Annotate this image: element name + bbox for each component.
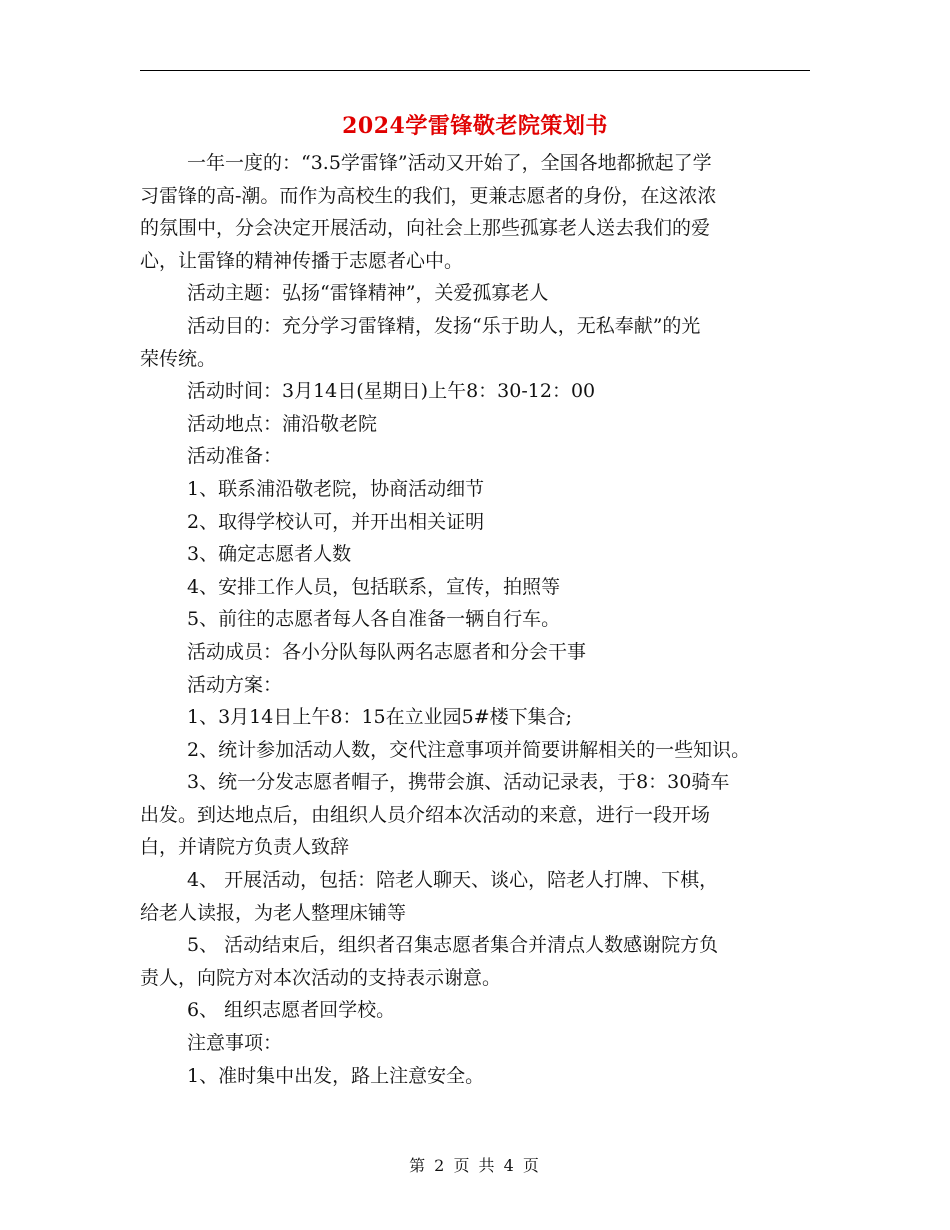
paragraph [140, 701, 812, 734]
text-line: 2、统计参加活动人数，交代注意事项并简要讲解相关的一些知识。 [187, 738, 751, 761]
paragraph [140, 277, 812, 310]
paragraph [140, 538, 812, 571]
text-line: 4、安排工作人员，包括联系，宣传，拍照等 [187, 575, 561, 598]
paragraph [140, 473, 812, 506]
paragraph [140, 1060, 812, 1093]
paragraph [140, 310, 812, 375]
text-line: 4、 开展活动，包括：陪老人聊天、谈心，陪老人打牌、下棋， [187, 869, 719, 892]
paragraph [140, 408, 812, 441]
text-line: 1、准时集中出发，路上注意安全。 [187, 1064, 485, 1087]
text-line: 活动目的：充分学习雷锋精，发扬“乐于助人，无私奉献”的光 [187, 314, 701, 337]
paragraph [140, 669, 812, 702]
page-number: 第 2 页 共 4 页 [409, 1156, 541, 1175]
text-line: 活动时间：3月14日(星期日)上午8：30-12：00 [187, 380, 596, 403]
text-line: 5、前往的志愿者每人各自准备一辆自行车。 [187, 608, 561, 631]
text-line: 习雷锋的高-潮。而作为高校生的我们，更兼志愿者的身份，在这浓浓 [140, 184, 717, 207]
paragraph [140, 994, 812, 1027]
text-line: 活动准备： [187, 445, 283, 468]
text-line: 荣传统。 [140, 347, 217, 370]
text-line: 一年一度的：“3.5学雷锋”活动又开始了，全国各地都掀起了学 [187, 152, 712, 174]
paragraph [140, 506, 812, 539]
text-line: 责人，向院方对本次活动的支持表示谢意。 [140, 966, 502, 989]
paragraph [140, 603, 812, 636]
paragraph [140, 440, 812, 473]
document-body [140, 147, 812, 1092]
text-line: 1、3月14日上午8：15在立业园5#楼下集合; [187, 706, 573, 729]
text-line: 2、取得学校认可，并开出相关证明 [187, 510, 485, 533]
text-line: 1、联系浦沿敬老院，协商活动细节 [187, 477, 485, 500]
paragraph [140, 864, 812, 929]
paragraph [140, 766, 812, 864]
text-line: 3、确定志愿者人数 [187, 543, 352, 566]
document-title: 2024学雷锋敬老院策划书 [342, 113, 608, 139]
text-line: 6、 组织志愿者回学校。 [187, 999, 396, 1022]
text-line: 活动方案： [187, 673, 283, 696]
paragraph [140, 147, 812, 277]
paragraph [140, 1027, 812, 1060]
text-line: 的氛围中，分会决定开展活动，向社会上那些孤寡老人送去我们的爱 [140, 217, 711, 240]
paragraph [140, 929, 812, 994]
header-rule [140, 70, 810, 71]
paragraph [140, 636, 812, 669]
text-line: 注意事项： [187, 1032, 283, 1055]
paragraph [140, 571, 812, 604]
text-line: 3、统一分发志愿者帽子，携带会旗、活动记录表，于8：30骑车 [187, 771, 730, 794]
text-line: 给老人读报，为老人整理床铺等 [140, 901, 407, 924]
text-line: 活动地点：浦沿敬老院 [187, 412, 378, 435]
text-line: 出发。到达地点后，由组织人员介绍本次活动的来意，进行一段开场 [140, 803, 711, 826]
text-line: 5、 活动结束后，组织者召集志愿者集合并清点人数感谢院方负 [187, 934, 719, 957]
text-line: 白，并请院方负责人致辞 [140, 836, 350, 859]
text-line: 活动成员：各小分队每队两名志愿者和分会干事 [187, 640, 587, 663]
paragraph [140, 375, 812, 408]
text-line: 心，让雷锋的精神传播于志愿者心中。 [140, 249, 464, 272]
text-line: 活动主题：弘扬“雷锋精神”，关爱孤寡老人 [187, 282, 549, 305]
paragraph [140, 734, 812, 767]
